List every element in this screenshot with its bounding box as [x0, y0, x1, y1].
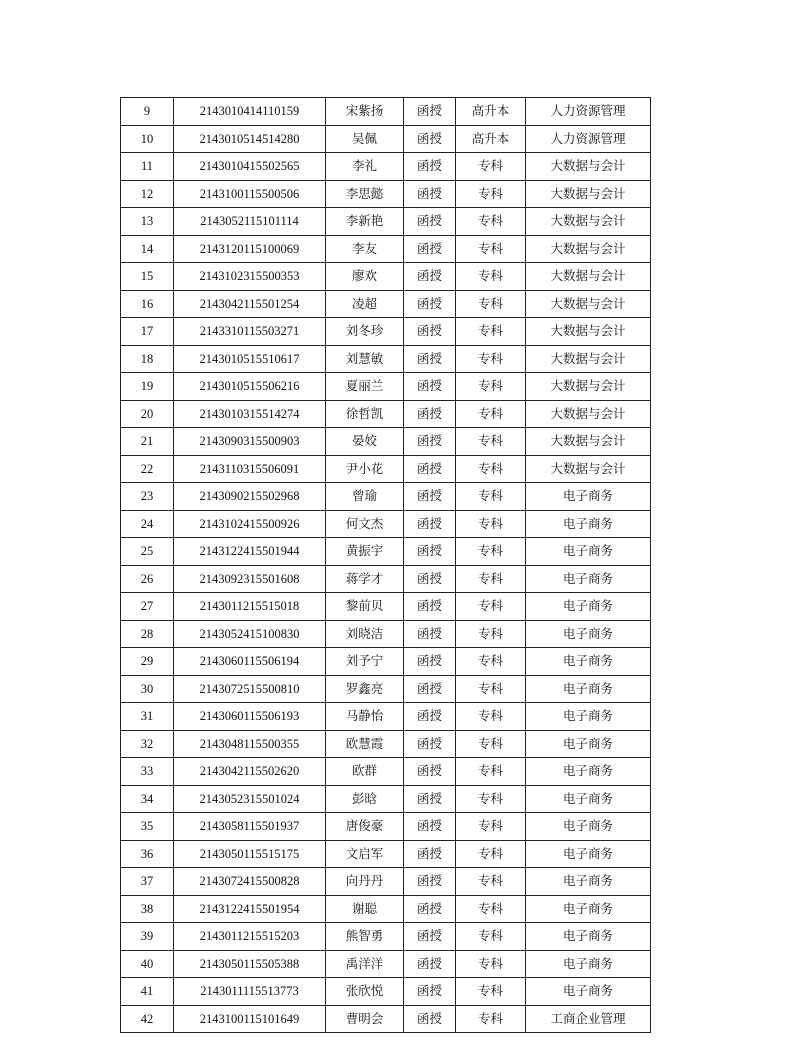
student-name-cell: 徐哲凯 — [326, 400, 404, 428]
study-mode-cell: 函授 — [404, 840, 456, 868]
major-cell: 电子商务 — [526, 758, 651, 786]
student-name-cell: 欧群 — [326, 758, 404, 786]
student-name-cell: 谢聪 — [326, 895, 404, 923]
table-row — [121, 428, 651, 456]
student-id-cell: 2143010514514280 — [174, 125, 326, 153]
table-row — [121, 483, 651, 511]
table-row — [121, 345, 651, 373]
serial-number-cell: 23 — [121, 483, 174, 511]
major-cell: 电子商务 — [526, 813, 651, 841]
student-id-cell: 2143011215515203 — [174, 923, 326, 951]
student-name-cell: 凌超 — [326, 290, 404, 318]
education-level-cell: 专科 — [456, 868, 526, 896]
student-name-cell: 廖欢 — [326, 263, 404, 291]
study-mode-cell: 函授 — [404, 813, 456, 841]
study-mode-cell: 函授 — [404, 345, 456, 373]
serial-number-cell: 16 — [121, 290, 174, 318]
education-level-cell: 专科 — [456, 1005, 526, 1033]
student-name-cell: 黎前贝 — [326, 593, 404, 621]
education-level-cell: 专科 — [456, 758, 526, 786]
education-level-cell: 专科 — [456, 345, 526, 373]
table-row — [121, 840, 651, 868]
serial-number-cell: 38 — [121, 895, 174, 923]
student-name-cell: 何文杰 — [326, 510, 404, 538]
student-name-cell: 吴佩 — [326, 125, 404, 153]
serial-number-cell: 36 — [121, 840, 174, 868]
student-id-cell: 2143310115503271 — [174, 318, 326, 346]
student-name-cell: 黄振宇 — [326, 538, 404, 566]
education-level-cell: 专科 — [456, 923, 526, 951]
major-cell: 电子商务 — [526, 840, 651, 868]
student-name-cell: 蒋学才 — [326, 565, 404, 593]
education-level-cell: 专科 — [456, 263, 526, 291]
major-cell: 电子商务 — [526, 923, 651, 951]
serial-number-cell: 19 — [121, 373, 174, 401]
major-cell: 大数据与会计 — [526, 318, 651, 346]
table-row — [121, 813, 651, 841]
student-id-cell: 2143090215502968 — [174, 483, 326, 511]
table-row — [121, 868, 651, 896]
student-id-cell: 2143060115506193 — [174, 703, 326, 731]
student-id-cell: 2143050115505388 — [174, 950, 326, 978]
student-id-cell: 2143102415500926 — [174, 510, 326, 538]
study-mode-cell: 函授 — [404, 318, 456, 346]
study-mode-cell: 函授 — [404, 153, 456, 181]
study-mode-cell: 函授 — [404, 593, 456, 621]
major-cell: 大数据与会计 — [526, 208, 651, 236]
table-row — [121, 125, 651, 153]
table-row — [121, 153, 651, 181]
serial-number-cell: 28 — [121, 620, 174, 648]
student-name-cell: 晏姣 — [326, 428, 404, 456]
student-id-cell: 2143011215515018 — [174, 593, 326, 621]
major-cell: 大数据与会计 — [526, 455, 651, 483]
study-mode-cell: 函授 — [404, 648, 456, 676]
study-mode-cell: 函授 — [404, 400, 456, 428]
table-row — [121, 538, 651, 566]
education-level-cell: 专科 — [456, 428, 526, 456]
student-id-cell: 2143048115500355 — [174, 730, 326, 758]
student-roster-table — [120, 97, 651, 1033]
serial-number-cell: 12 — [121, 180, 174, 208]
student-id-cell: 2143092315501608 — [174, 565, 326, 593]
student-name-cell: 刘予宁 — [326, 648, 404, 676]
student-id-cell: 2143010414110159 — [174, 98, 326, 126]
student-id-cell: 2143052415100830 — [174, 620, 326, 648]
table-row — [121, 318, 651, 346]
major-cell: 大数据与会计 — [526, 153, 651, 181]
student-name-cell: 刘晓洁 — [326, 620, 404, 648]
table-row — [121, 730, 651, 758]
table-row — [121, 923, 651, 951]
table-row — [121, 758, 651, 786]
student-id-cell: 2143010515506216 — [174, 373, 326, 401]
student-id-cell: 2143060115506194 — [174, 648, 326, 676]
serial-number-cell: 24 — [121, 510, 174, 538]
serial-number-cell: 9 — [121, 98, 174, 126]
student-id-cell: 2143102315500353 — [174, 263, 326, 291]
student-id-cell: 2143042115502620 — [174, 758, 326, 786]
student-id-cell: 2143122415501954 — [174, 895, 326, 923]
education-level-cell: 专科 — [456, 675, 526, 703]
table-row — [121, 235, 651, 263]
study-mode-cell: 函授 — [404, 235, 456, 263]
serial-number-cell: 32 — [121, 730, 174, 758]
study-mode-cell: 函授 — [404, 950, 456, 978]
education-level-cell: 专科 — [456, 950, 526, 978]
table-row — [121, 180, 651, 208]
student-name-cell: 欧慧霞 — [326, 730, 404, 758]
table-row — [121, 208, 651, 236]
education-level-cell: 专科 — [456, 290, 526, 318]
study-mode-cell: 函授 — [404, 98, 456, 126]
education-level-cell: 专科 — [456, 895, 526, 923]
student-name-cell: 李思懿 — [326, 180, 404, 208]
study-mode-cell: 函授 — [404, 923, 456, 951]
education-level-cell: 专科 — [456, 978, 526, 1006]
student-name-cell: 向丹丹 — [326, 868, 404, 896]
student-id-cell: 2143058115501937 — [174, 813, 326, 841]
education-level-cell: 专科 — [456, 565, 526, 593]
student-id-cell: 2143072515500810 — [174, 675, 326, 703]
major-cell: 工商企业管理 — [526, 1005, 651, 1033]
serial-number-cell: 26 — [121, 565, 174, 593]
student-name-cell: 熊智勇 — [326, 923, 404, 951]
table-row — [121, 290, 651, 318]
serial-number-cell: 30 — [121, 675, 174, 703]
student-name-cell: 罗鑫亮 — [326, 675, 404, 703]
major-cell: 大数据与会计 — [526, 345, 651, 373]
serial-number-cell: 21 — [121, 428, 174, 456]
student-id-cell: 2143042115501254 — [174, 290, 326, 318]
student-name-cell: 李新艳 — [326, 208, 404, 236]
major-cell: 电子商务 — [526, 510, 651, 538]
study-mode-cell: 函授 — [404, 483, 456, 511]
education-level-cell: 专科 — [456, 620, 526, 648]
serial-number-cell: 40 — [121, 950, 174, 978]
study-mode-cell: 函授 — [404, 510, 456, 538]
study-mode-cell: 函授 — [404, 373, 456, 401]
serial-number-cell: 13 — [121, 208, 174, 236]
student-name-cell: 宋紫扬 — [326, 98, 404, 126]
education-level-cell: 专科 — [456, 208, 526, 236]
major-cell: 人力资源管理 — [526, 98, 651, 126]
serial-number-cell: 41 — [121, 978, 174, 1006]
table-row — [121, 455, 651, 483]
major-cell: 电子商务 — [526, 895, 651, 923]
major-cell: 电子商务 — [526, 868, 651, 896]
study-mode-cell: 函授 — [404, 565, 456, 593]
serial-number-cell: 22 — [121, 455, 174, 483]
major-cell: 电子商务 — [526, 785, 651, 813]
education-level-cell: 专科 — [456, 153, 526, 181]
serial-number-cell: 27 — [121, 593, 174, 621]
student-name-cell: 刘慧敏 — [326, 345, 404, 373]
education-level-cell: 专科 — [456, 648, 526, 676]
serial-number-cell: 15 — [121, 263, 174, 291]
study-mode-cell: 函授 — [404, 290, 456, 318]
serial-number-cell: 34 — [121, 785, 174, 813]
education-level-cell: 专科 — [456, 538, 526, 566]
student-id-cell: 2143122415501944 — [174, 538, 326, 566]
education-level-cell: 高升本 — [456, 98, 526, 126]
education-level-cell: 专科 — [456, 373, 526, 401]
major-cell: 电子商务 — [526, 565, 651, 593]
serial-number-cell: 35 — [121, 813, 174, 841]
study-mode-cell: 函授 — [404, 730, 456, 758]
study-mode-cell: 函授 — [404, 125, 456, 153]
study-mode-cell: 函授 — [404, 1005, 456, 1033]
study-mode-cell: 函授 — [404, 785, 456, 813]
student-id-cell: 2143072415500828 — [174, 868, 326, 896]
education-level-cell: 专科 — [456, 455, 526, 483]
serial-number-cell: 29 — [121, 648, 174, 676]
student-name-cell: 文启军 — [326, 840, 404, 868]
table-row — [121, 98, 651, 126]
education-level-cell: 专科 — [456, 318, 526, 346]
major-cell: 电子商务 — [526, 730, 651, 758]
table-row — [121, 978, 651, 1006]
table-row — [121, 510, 651, 538]
major-cell: 大数据与会计 — [526, 373, 651, 401]
serial-number-cell: 25 — [121, 538, 174, 566]
education-level-cell: 专科 — [456, 730, 526, 758]
major-cell: 电子商务 — [526, 978, 651, 1006]
education-level-cell: 专科 — [456, 510, 526, 538]
study-mode-cell: 函授 — [404, 868, 456, 896]
study-mode-cell: 函授 — [404, 428, 456, 456]
serial-number-cell: 42 — [121, 1005, 174, 1033]
serial-number-cell: 10 — [121, 125, 174, 153]
student-name-cell: 尹小花 — [326, 455, 404, 483]
education-level-cell: 专科 — [456, 813, 526, 841]
education-level-cell: 专科 — [456, 840, 526, 868]
education-level-cell: 专科 — [456, 703, 526, 731]
major-cell: 大数据与会计 — [526, 428, 651, 456]
major-cell: 电子商务 — [526, 538, 651, 566]
study-mode-cell: 函授 — [404, 620, 456, 648]
student-name-cell: 刘冬珍 — [326, 318, 404, 346]
serial-number-cell: 20 — [121, 400, 174, 428]
table-row — [121, 648, 651, 676]
table-row — [121, 950, 651, 978]
table-row — [121, 565, 651, 593]
education-level-cell: 专科 — [456, 785, 526, 813]
major-cell: 大数据与会计 — [526, 400, 651, 428]
study-mode-cell: 函授 — [404, 675, 456, 703]
major-cell: 大数据与会计 — [526, 263, 651, 291]
student-id-cell: 2143050115515175 — [174, 840, 326, 868]
student-id-cell: 2143090315500903 — [174, 428, 326, 456]
student-id-cell: 2143110315506091 — [174, 455, 326, 483]
table-row — [121, 785, 651, 813]
table-row — [121, 263, 651, 291]
education-level-cell: 专科 — [456, 235, 526, 263]
study-mode-cell: 函授 — [404, 895, 456, 923]
student-id-cell: 2143010315514274 — [174, 400, 326, 428]
serial-number-cell: 18 — [121, 345, 174, 373]
study-mode-cell: 函授 — [404, 703, 456, 731]
serial-number-cell: 37 — [121, 868, 174, 896]
education-level-cell: 专科 — [456, 483, 526, 511]
major-cell: 电子商务 — [526, 620, 651, 648]
table-row — [121, 675, 651, 703]
table-row — [121, 895, 651, 923]
student-id-cell: 2143100115101649 — [174, 1005, 326, 1033]
table-row — [121, 1005, 651, 1033]
student-id-cell: 2143120115100069 — [174, 235, 326, 263]
study-mode-cell: 函授 — [404, 978, 456, 1006]
education-level-cell: 专科 — [456, 180, 526, 208]
education-level-cell: 高升本 — [456, 125, 526, 153]
serial-number-cell: 14 — [121, 235, 174, 263]
table-row — [121, 373, 651, 401]
student-id-cell: 2143011115513773 — [174, 978, 326, 1006]
student-name-cell: 唐俊豪 — [326, 813, 404, 841]
education-level-cell: 专科 — [456, 400, 526, 428]
major-cell: 电子商务 — [526, 483, 651, 511]
student-name-cell: 曹明会 — [326, 1005, 404, 1033]
major-cell: 电子商务 — [526, 703, 651, 731]
student-name-cell: 张欣悦 — [326, 978, 404, 1006]
major-cell: 大数据与会计 — [526, 180, 651, 208]
student-name-cell: 禹洋洋 — [326, 950, 404, 978]
major-cell: 电子商务 — [526, 950, 651, 978]
study-mode-cell: 函授 — [404, 758, 456, 786]
student-name-cell: 曾瑜 — [326, 483, 404, 511]
major-cell: 人力资源管理 — [526, 125, 651, 153]
student-name-cell: 李友 — [326, 235, 404, 263]
serial-number-cell: 31 — [121, 703, 174, 731]
major-cell: 大数据与会计 — [526, 235, 651, 263]
student-name-cell: 马静怡 — [326, 703, 404, 731]
major-cell: 电子商务 — [526, 675, 651, 703]
table-row — [121, 703, 651, 731]
serial-number-cell: 39 — [121, 923, 174, 951]
student-name-cell: 李礼 — [326, 153, 404, 181]
table-row — [121, 620, 651, 648]
student-id-cell: 2143100115500506 — [174, 180, 326, 208]
serial-number-cell: 17 — [121, 318, 174, 346]
major-cell: 电子商务 — [526, 593, 651, 621]
education-level-cell: 专科 — [456, 593, 526, 621]
student-id-cell: 2143052315501024 — [174, 785, 326, 813]
table-row — [121, 593, 651, 621]
study-mode-cell: 函授 — [404, 180, 456, 208]
student-name-cell: 夏丽兰 — [326, 373, 404, 401]
student-id-cell: 2143052115101114 — [174, 208, 326, 236]
serial-number-cell: 33 — [121, 758, 174, 786]
study-mode-cell: 函授 — [404, 208, 456, 236]
major-cell: 大数据与会计 — [526, 290, 651, 318]
table-row — [121, 400, 651, 428]
major-cell: 电子商务 — [526, 648, 651, 676]
roster-body — [121, 98, 651, 1033]
study-mode-cell: 函授 — [404, 455, 456, 483]
student-id-cell: 2143010515510617 — [174, 345, 326, 373]
student-name-cell: 彭晗 — [326, 785, 404, 813]
serial-number-cell: 11 — [121, 153, 174, 181]
study-mode-cell: 函授 — [404, 538, 456, 566]
student-id-cell: 2143010415502565 — [174, 153, 326, 181]
study-mode-cell: 函授 — [404, 263, 456, 291]
